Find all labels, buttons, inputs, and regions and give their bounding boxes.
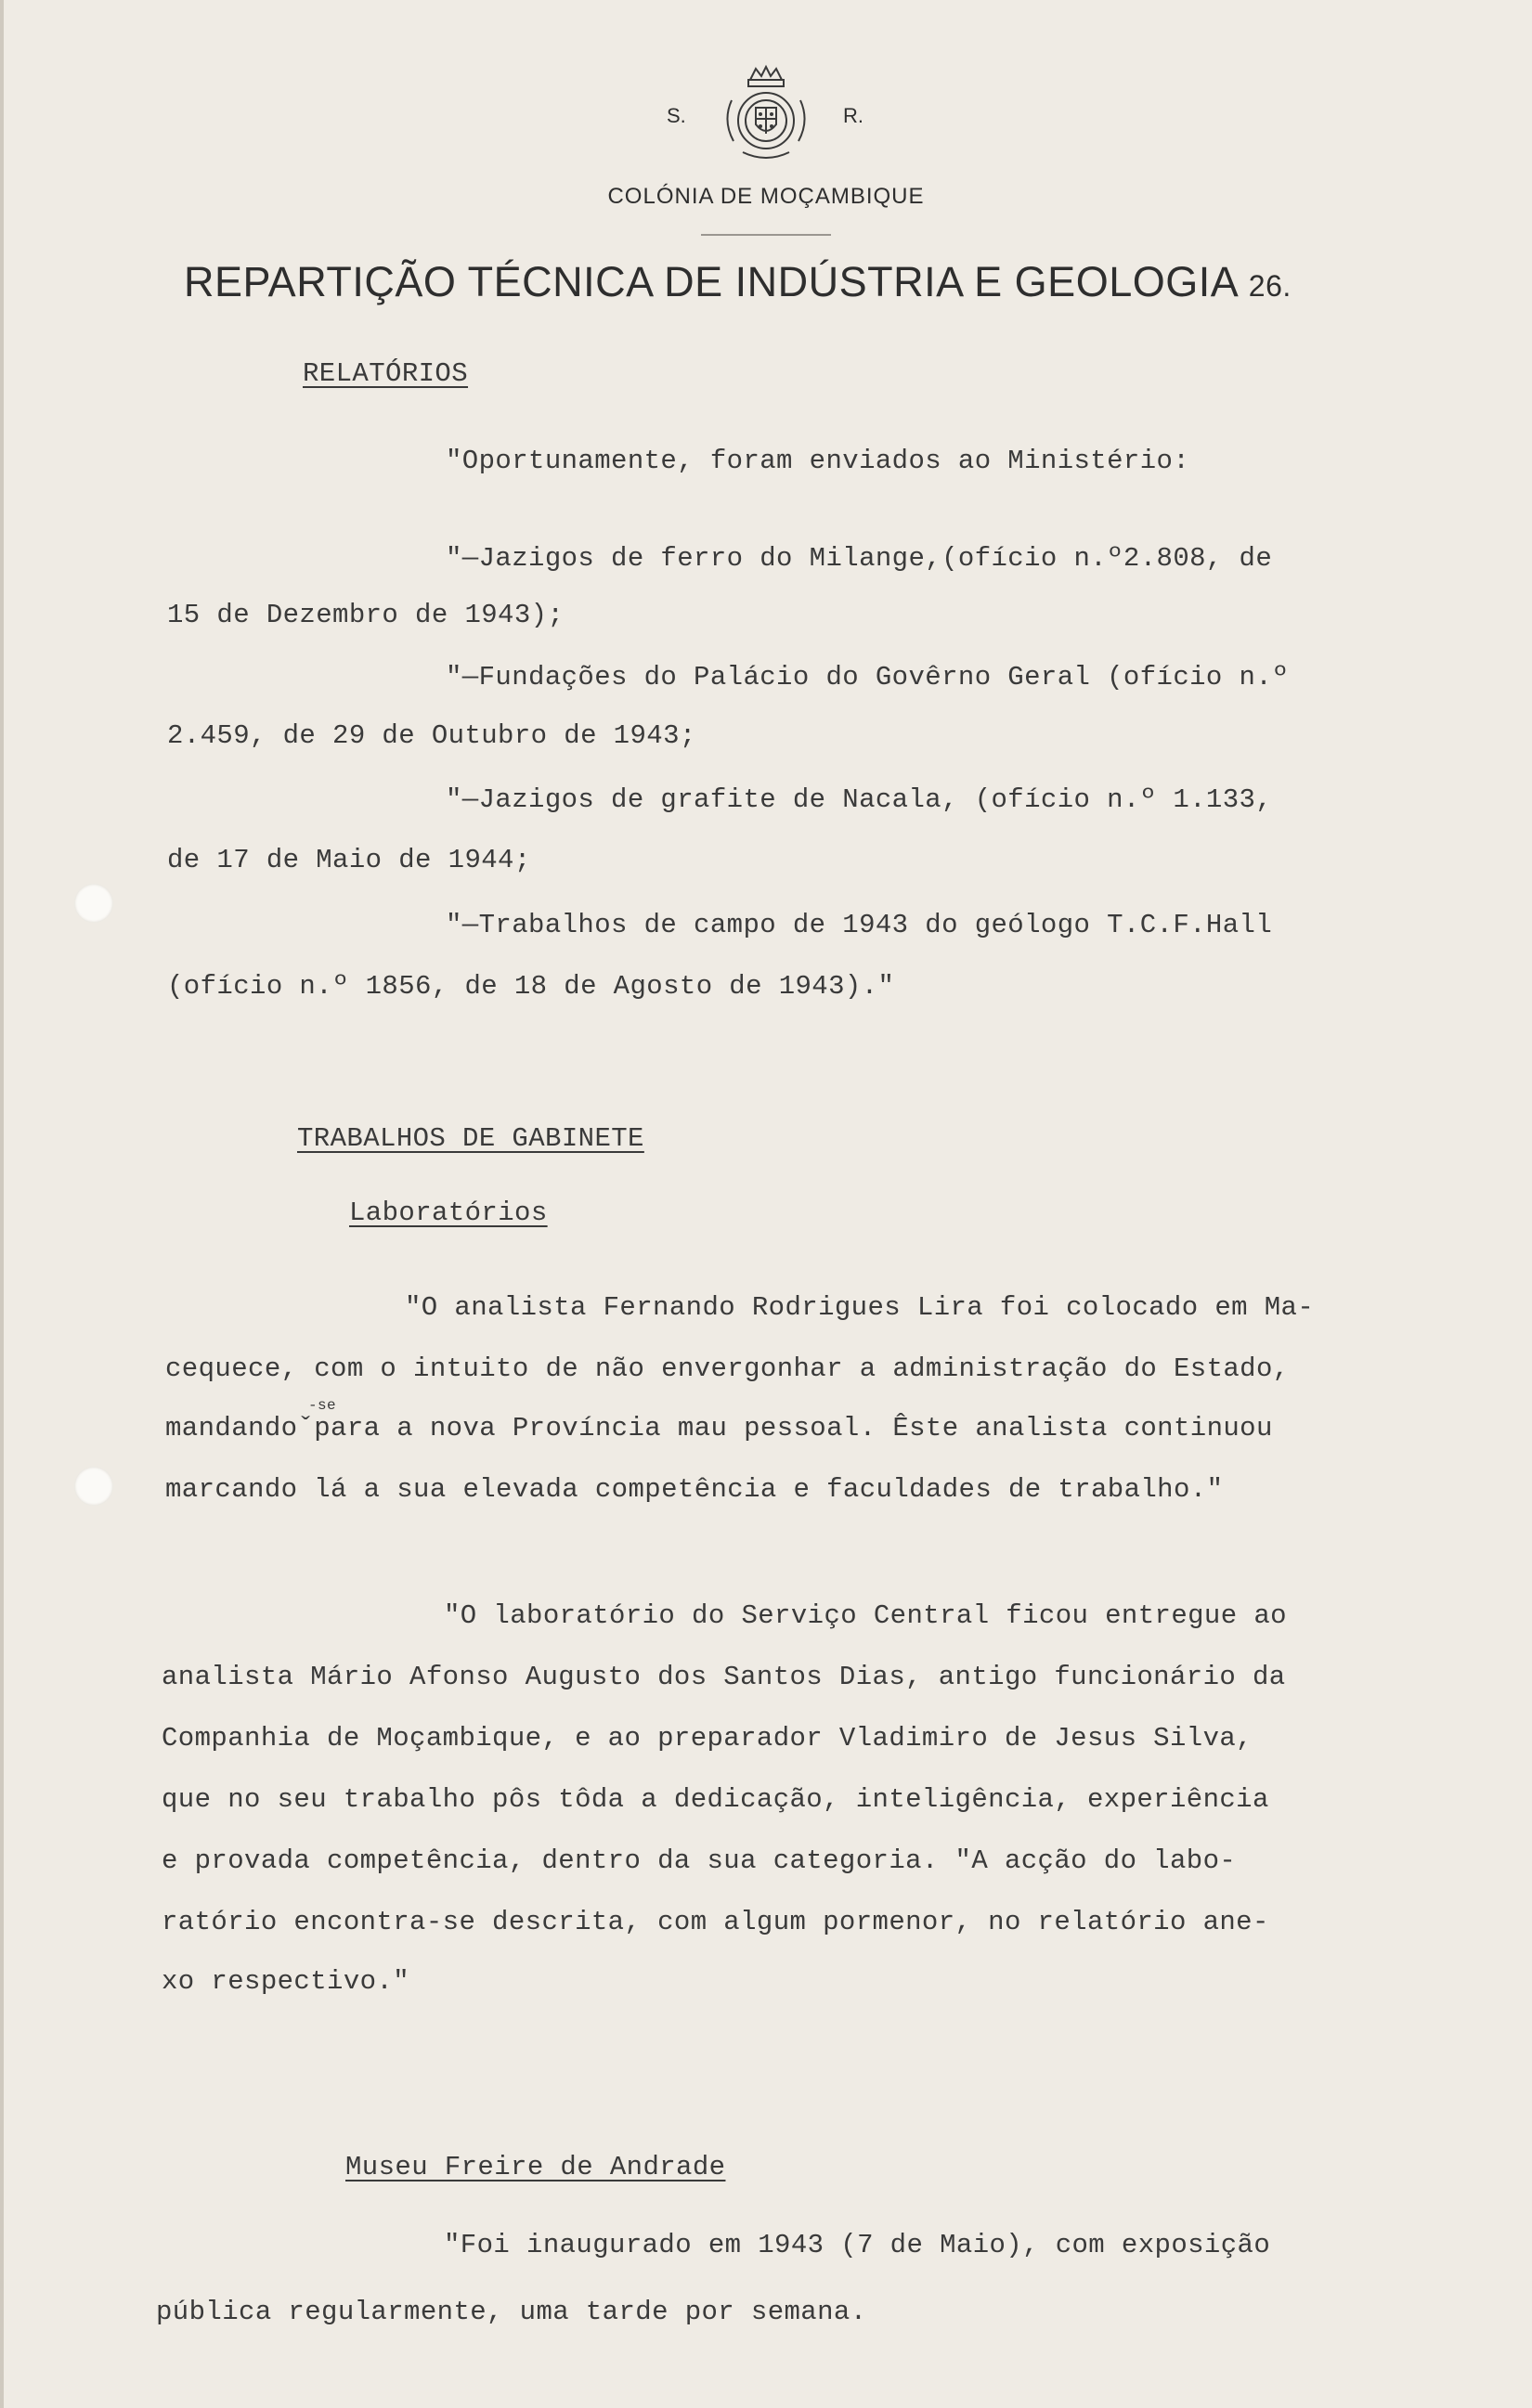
initial-right: R. xyxy=(843,104,863,127)
museu-heading: Museu Freire de Andrade xyxy=(345,2152,726,2182)
coat-of-arms-emblem xyxy=(715,63,817,165)
punch-hole-bottom xyxy=(74,1467,113,1506)
relatorios-line: "—Jazigos de ferro do Milange,(ofício n.º2.808, de xyxy=(446,543,1273,574)
gabinete-heading: TRABALHOS DE GABINETE xyxy=(297,1123,644,1154)
lab-paragraph-line: e provada competência, dentro da sua categoria. "A acção do labo- xyxy=(162,1845,1237,1876)
relatorios-line: "—Fundações do Palácio do Govêrno Geral (ofício n.º xyxy=(446,662,1289,693)
department-title xyxy=(184,258,1292,306)
lab-paragraph-line: mandandoˇpara a nova Província mau pessoal. Êste analista continuou xyxy=(165,1413,1273,1444)
relatorios-line: "—Trabalhos de campo de 1943 do geólogo T.C.F.Hall xyxy=(446,910,1273,940)
relatorios-line: 2.459, de 29 de Outubro de 1943; xyxy=(167,720,696,751)
punch-hole-top xyxy=(74,884,113,923)
department-name: REPARTIÇÃO TÉCNICA DE INDÚSTRIA E GEOLOGIA xyxy=(184,258,1237,305)
initial-left: S. xyxy=(667,104,686,127)
relatorios-line: (ofício n.º 1856, de 18 de Agosto de 1943)." xyxy=(167,971,895,1002)
relatorios-heading: RELATÓRIOS xyxy=(303,358,469,389)
lab-paragraph-line: Companhia de Moçambique, e ao preparador Vladimiro de Jesus Silva, xyxy=(162,1723,1253,1754)
lab-paragraph-line: que no seu trabalho pôs tôda a dedicação, inteligência, experiência xyxy=(162,1784,1269,1815)
lab-paragraph-line: "O laboratório do Serviço Central ficou entregue ao xyxy=(444,1600,1287,1631)
lab-paragraph-line: marcando lá a sua elevada competência e faculdades de trabalho." xyxy=(165,1474,1224,1505)
letterhead-rule xyxy=(701,234,831,236)
relatorios-line: "Oportunamente, foram enviados ao Ministério: xyxy=(446,446,1190,476)
lab-paragraph-line: analista Mário Afonso Augusto dos Santos Dias, antigo funcionário da xyxy=(162,1662,1286,1692)
relatorios-line: "—Jazigos de grafite de Nacala, (ofício n.º 1.133, xyxy=(446,784,1273,815)
relatorios-line: de 17 de Maio de 1944; xyxy=(167,845,531,875)
page-edge xyxy=(0,0,4,2408)
lab-paragraph-line: "O analista Fernando Rodrigues Lira foi colocado em Ma- xyxy=(405,1292,1315,1323)
lab-paragraph-line: ratório encontra-se descrita, com algum pormenor, no relatório ane- xyxy=(162,1907,1269,1937)
museu-line: pública regularmente, uma tarde por semana. xyxy=(156,2297,867,2327)
lab-paragraph-line: cequece, com o intuito de não envergonhar a administração do Estado, xyxy=(165,1353,1290,1384)
page-number: 26. xyxy=(1248,269,1292,303)
relatorios-line: 15 de Dezembro de 1943); xyxy=(167,600,565,630)
colony-name: COLÓNIA DE MOÇAMBIQUE xyxy=(607,184,925,209)
lab-paragraph-line: xo respectivo." xyxy=(162,1966,410,1997)
museu-line: "Foi inaugurado em 1943 (7 de Maio), com exposição xyxy=(444,2230,1271,2260)
handwritten-insertion: -se xyxy=(308,1397,337,1414)
laboratorios-heading: Laboratórios xyxy=(349,1198,548,1228)
letterhead xyxy=(0,56,1532,305)
